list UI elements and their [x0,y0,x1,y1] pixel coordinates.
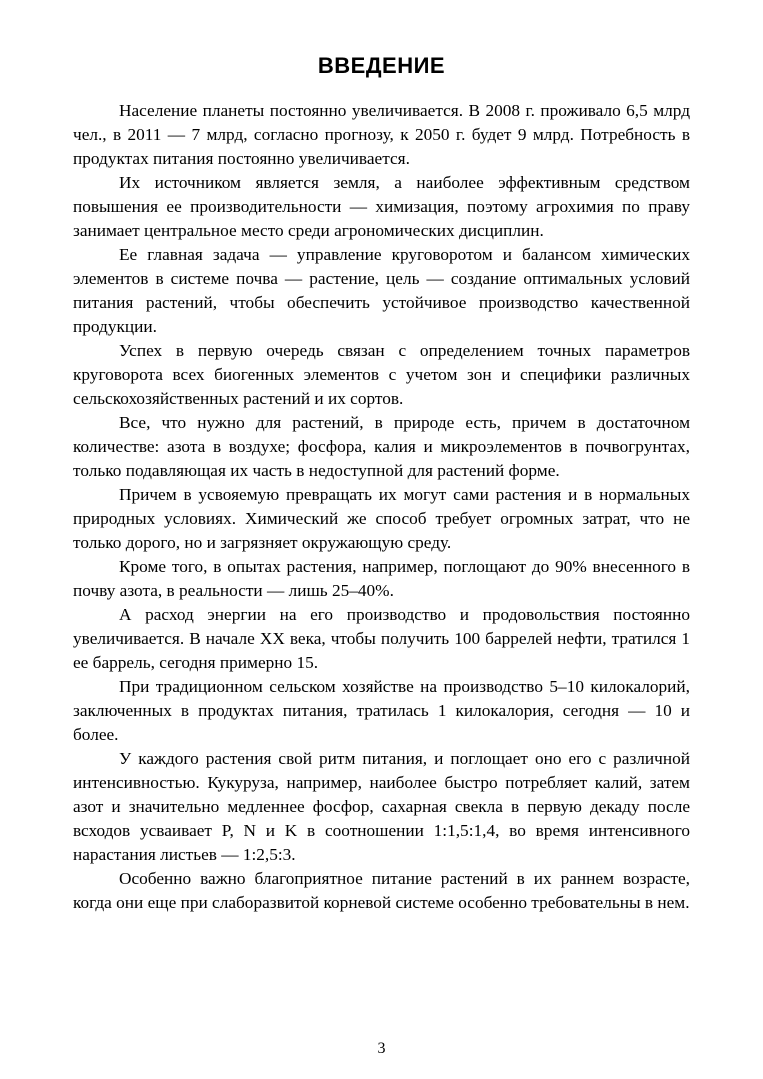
paragraph: Их источником является земля, а наиболее эффективным средством повышения ее производительности — химизация, поэтому агрохимия по праву занимает центральное место среди агрономических дисциплин. [73,173,690,240]
page-number: 3 [377,1040,386,1057]
paragraph: У каждого растения свой ритм питания, и поглощает оно его с различной интенсивностью. Кукуруза, например, наиболее быстро потребляет калий, затем азот и значительно медленнее фосфор, сахарная свекла в первую декаду после всходов усваивает P, N и K в соотношении 1:1,5:1,4, во время интенсивного нарастания листьев — 1:2,5:3. [73,749,690,864]
body-text [73,99,690,915]
paragraph: Особенно важно благоприятное питание растений в их раннем возрасте, когда они еще при слаборазвитой корневой системе особенно требовательны в нем. [73,869,690,912]
paragraph: А расход энергии на его производство и продовольствия постоянно увеличивается. В начале XX века, чтобы получить 100 баррелей нефти, тратился 1 ее баррель, сегодня примерно 15. [73,605,690,672]
paragraph: Кроме того, в опытах растения, например, поглощают до 90% внесенного в почву азота, в реальности — лишь 25–40%. [73,557,690,600]
paragraph: Успех в первую очередь связан с определением точных параметров круговорота всех биогенных элементов с учетом зон и специфики различных сельскохозяйственных растений и их сортов. [73,341,690,408]
paragraph: Причем в усвояемую превращать их могут сами растения и в нормальных природных условиях. Химический же способ требует огромных затрат, что не только дорого, но и загрязняет окружающую среду. [73,485,690,552]
paragraph: При традиционном сельском хозяйстве на производство 5–10 килокалорий, заключенных в продуктах питания, тратилась 1 килокалория, сегодня — 10 и более. [73,677,690,744]
page-title: ВВЕДЕНИЕ [317,53,446,78]
paragraph: Все, что нужно для растений, в природе есть, причем в достаточном количестве: азота в воздухе; фосфора, калия и микроэлементов в почвогрунтах, только подавляющая их часть в недоступной для растений форме. [73,413,690,480]
paragraph: Население планеты постоянно увеличивается. В 2008 г. проживало 6,5 млрд чел., в 2011 — 7 млрд, согласно прогнозу, к 2050 г. будет 9 млрд. Потребность в продуктах питания постоянно увеличивается. [73,101,690,168]
paragraph: Ее главная задача — управление круговоротом и балансом химических элементов в системе почва — растение, цель — создание оптимальных условий питания растений, чтобы обеспечить устойчивое производство качественной продукции. [73,245,690,336]
